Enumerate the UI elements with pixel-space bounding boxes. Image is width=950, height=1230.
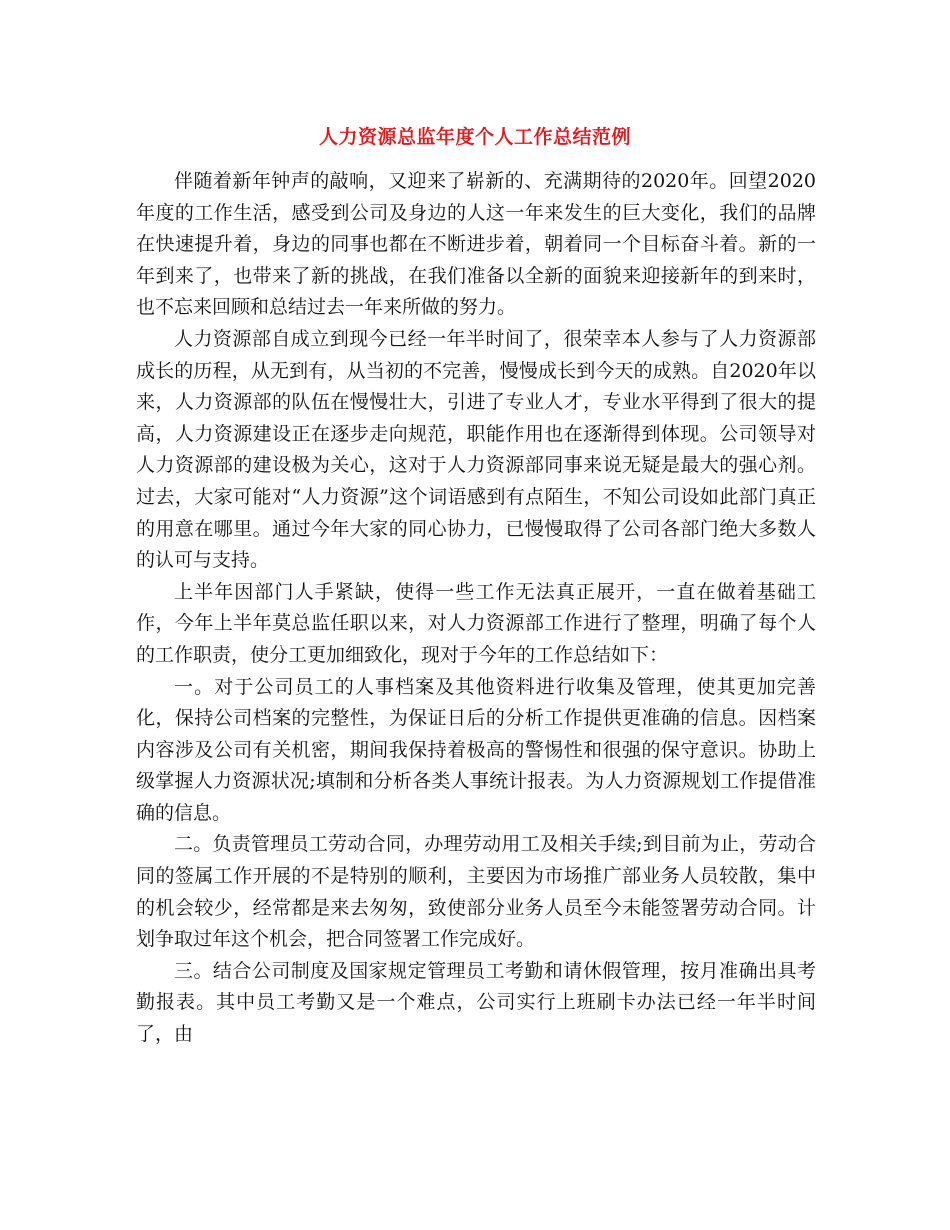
paragraph-intro: 伴随着新年钟声的敲响，又迎来了崭新的、充满期待的2020年。回望2020年度的工作生活，感受到公司及身边的人这一年来发生的巨大变化，我们的品牌在快速提升着，身边的同事也都在不断进步着，朝着同一个目标奋斗着。新的一年到来了，也带来了新的挑战，在我们准备以全新的面貌来迎接新年的到来时，也不忘来回顾和总结过去一年来所做的努力。	[136, 170, 816, 319]
paragraph-item-three: 三。结合公司制度及国家规定管理员工考勤和请休假管理，按月准确出具考勤报表。其中员工考勤又是一个难点，公司实行上班刷卡办法已经一年半时间了，由	[136, 959, 816, 1046]
paragraph-department-history: 人力资源部自成立到现今已经一年半时间了，很荣幸本人参与了人力资源部成长的历程，从无到有，从当初的不完善，慢慢成长到今天的成熟。自2020年以来，人力资源部的队伍在慢慢壮大，引进了专业人才，专业水平得到了很大的提高，人力资源建设正在逐步走向规范，职能作用也在逐渐得到体现。公司领导对人力资源部的建设极为关心，这对于人力资源部同事来说无疑是最大的强心剂。过去，大家可能对“人力资源”这个词语感到有点陌生，不知公司设如此部门真正的用意在哪里。通过今年大家的同心协力，已慢慢取得了公司各部门绝大多数人的认可与支持。	[136, 327, 816, 572]
document-title: 人力资源总监年度个人工作总结范例	[318, 126, 631, 148]
paragraph-item-two: 二。负责管理员工劳动合同，办理劳动用工及相关手续;到目前为止，劳动合同的签属工作开展的不是特别的顺利，主要因为市场推广部业务人员较散，集中的机会较少，经常都是来去匆匆，致使部分业务人员至今未能签署劳动合同。计划争取过年这个机会，把合同签署工作完成好。	[136, 833, 816, 951]
paragraph-first-half-summary: 上半年因部门人手紧缺，使得一些工作无法真正展开，一直在做着基础工作，今年上半年莫总监任职以来，对人力资源部工作进行了整理，明确了每个人的工作职责，使分工更加细致化，现对于今年的工作总结如下：	[136, 580, 816, 666]
paragraph-item-one: 一。对于公司员工的人事档案及其他资料进行收集及管理，使其更加完善化，保持公司档案的完整性，为保证日后的分析工作提供更准确的信息。因档案内容涉及公司有关机密，期间我保持着极高的警惕性和很强的保守意识。协助上级掌握人力资源状况;填制和分析各类人事统计报表。为人力资源规划工作提借准确的信息。	[136, 675, 816, 824]
document-body	[136, 166, 816, 1051]
